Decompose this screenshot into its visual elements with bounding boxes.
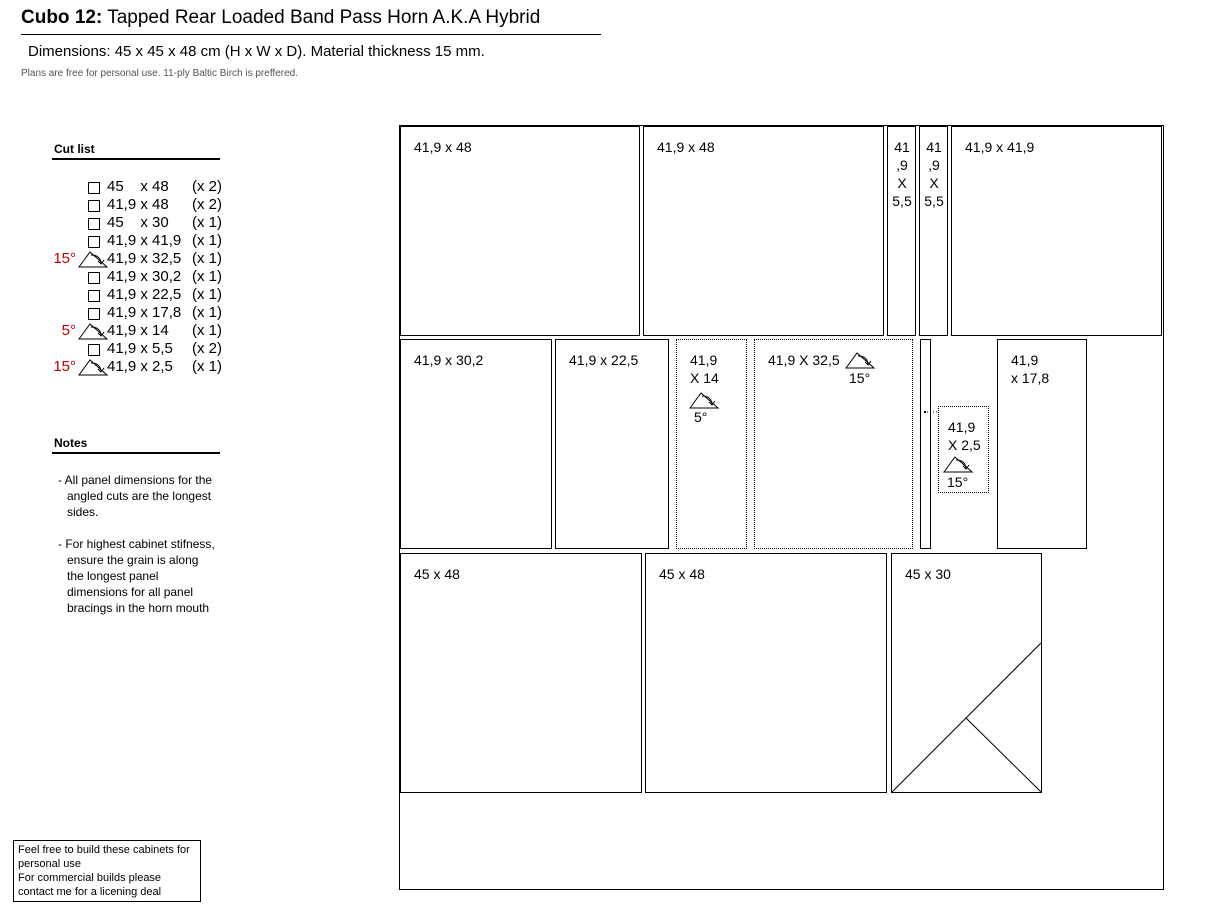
note-item: - All panel dimensions for the angled cuts are the longest sides. [58, 473, 213, 519]
cut-quantity: (x 1) [192, 304, 222, 321]
cut-quantity: (x 1) [192, 232, 222, 249]
note-item: - For highest cabinet stifness, ensure the grain is along the longest panel dimensions for all panel bracings in the horn mouth [58, 537, 215, 615]
angle-cut-icon [943, 454, 973, 474]
panel-41-9x5-5-a [887, 126, 916, 336]
cut-list-item [0, 232, 230, 250]
angle-label: 5° [694, 409, 708, 425]
cut-quantity: (x 1) [192, 286, 222, 303]
cut-dimension: 45 x 30 [107, 214, 169, 231]
panel-label: 41,9 X 14 [690, 352, 719, 386]
panel-label: 45 x 48 [414, 566, 460, 582]
cut-dimension: 41,9 x 48 [107, 196, 169, 213]
cut-dimension: 41,9 x 5,5 [107, 340, 173, 357]
panel-label: 41,9 x 22,5 [569, 352, 639, 368]
panel-label: 41,9 x 48 [657, 139, 715, 155]
cut-dimension: 41,9 x 14 [107, 322, 169, 339]
checkbox-icon[interactable] [88, 200, 100, 212]
cut-angle: 15° [53, 250, 76, 267]
cut-list-rule [52, 158, 220, 160]
cut-list-item [0, 196, 230, 214]
cut-list-item [0, 268, 230, 286]
panel-41-9x32-5 [754, 339, 913, 549]
cut-dimension: 41,9 x 41,9 [107, 232, 182, 249]
cut-quantity: (x 1) [192, 358, 222, 375]
license-line: Feel free to build these cabinets for personal use [18, 844, 190, 870]
cut-angle: 5° [61, 322, 76, 339]
panel-41-9x48-a [400, 126, 640, 336]
cut-dimension: 41,9 x 32,5 [107, 250, 182, 267]
checkbox-icon[interactable] [88, 182, 100, 194]
panel-41-9x48-b [643, 126, 884, 336]
cut-angle: 15° [53, 358, 76, 375]
panel-narrow-strip [920, 339, 931, 549]
plywood-sheet [399, 125, 1164, 890]
panel-label: 41,9 X 32,5 [768, 352, 840, 368]
cut-quantity: (x 2) [192, 340, 222, 357]
license-line: For commercial builds please contact me for a licening deal [18, 872, 162, 898]
checkbox-icon[interactable] [88, 272, 100, 284]
notes-list [58, 472, 218, 632]
cut-quantity: (x 2) [192, 196, 222, 213]
checkbox-icon[interactable] [88, 236, 100, 248]
cut-list-item [0, 322, 230, 340]
notes-heading: Notes [54, 436, 88, 450]
cut-list-item [0, 214, 230, 232]
notes-rule [52, 452, 220, 454]
cut-list-item [0, 178, 230, 196]
angle-cut-icon [845, 350, 875, 370]
panel-label: 41,9 X 2,5 [948, 419, 981, 453]
dimensions-text: Dimensions: 45 x 45 x 48 cm (H x W x D). Material thickness 15 mm. [28, 43, 485, 60]
cut-dimension: 45 x 48 [107, 178, 169, 195]
angle-label: 15° [947, 474, 969, 490]
panel-41-9x22-5 [555, 339, 669, 549]
cut-dimension: 41,9 x 22,5 [107, 286, 182, 303]
panel-41-9x30-2 [400, 339, 552, 549]
panel-41-9x5-5-b [919, 126, 948, 336]
cut-quantity: (x 1) [192, 322, 222, 339]
cut-dimension: 41,9 x 17,8 [107, 304, 182, 321]
panel-45x48-a [400, 553, 642, 793]
usage-note: Plans are free for personal use. 11-ply Baltic Birch is preffered. [21, 68, 298, 79]
panel-41-9x14 [676, 339, 747, 549]
panel-label: 41,9 x 17,8 [1011, 352, 1050, 386]
cut-quantity: (x 1) [192, 214, 222, 231]
panel-label: 45 x 48 [659, 566, 705, 582]
checkbox-icon[interactable] [88, 308, 100, 320]
checkbox-icon[interactable] [88, 344, 100, 356]
cut-quantity: (x 1) [192, 250, 222, 267]
angle-cut-icon [78, 358, 108, 376]
panel-label: 41,9 x 48 [414, 139, 472, 155]
checkbox-icon[interactable] [88, 218, 100, 230]
panel-label: 41,9 x 30,2 [414, 352, 484, 368]
cut-list-item [0, 250, 230, 268]
page-title: Cubo 12: Tapped Rear Loaded Band Pass Horn A.K.A Hybrid [21, 7, 541, 28]
cut-quantity: (x 2) [192, 178, 222, 195]
cut-dimension: 41,9 x 30,2 [107, 268, 182, 285]
panel-45x48-b [645, 553, 887, 793]
cut-list-item [0, 340, 230, 358]
cut-quantity: (x 1) [192, 268, 222, 285]
panel-label: 45 x 30 [905, 566, 951, 582]
panel-label: 41 ,9 X 5,5 [892, 139, 912, 209]
angle-cut-icon [689, 390, 719, 410]
angle-cut-icon [78, 250, 108, 268]
panel-cut-lines [892, 554, 1041, 792]
license-box [13, 840, 201, 902]
panel-45x30 [891, 553, 1042, 793]
title-underline [21, 34, 601, 35]
panel-41-9x17-8 [997, 339, 1087, 549]
cut-list-item [0, 358, 230, 376]
angle-label: 15° [849, 370, 871, 386]
cut-list-item [0, 286, 230, 304]
cut-list-heading: Cut list [54, 142, 95, 156]
panel-label: 41 ,9 X 5,5 [924, 139, 944, 209]
panel-41-9x41-9 [951, 126, 1162, 336]
panel-label: 41,9 x 41,9 [965, 139, 1035, 155]
cut-dimension: 41,9 x 2,5 [107, 358, 173, 375]
cut-list-item [0, 304, 230, 322]
checkbox-icon[interactable] [88, 290, 100, 302]
angle-cut-icon [78, 322, 108, 340]
panel-41-9x2-5-detail [938, 406, 989, 493]
